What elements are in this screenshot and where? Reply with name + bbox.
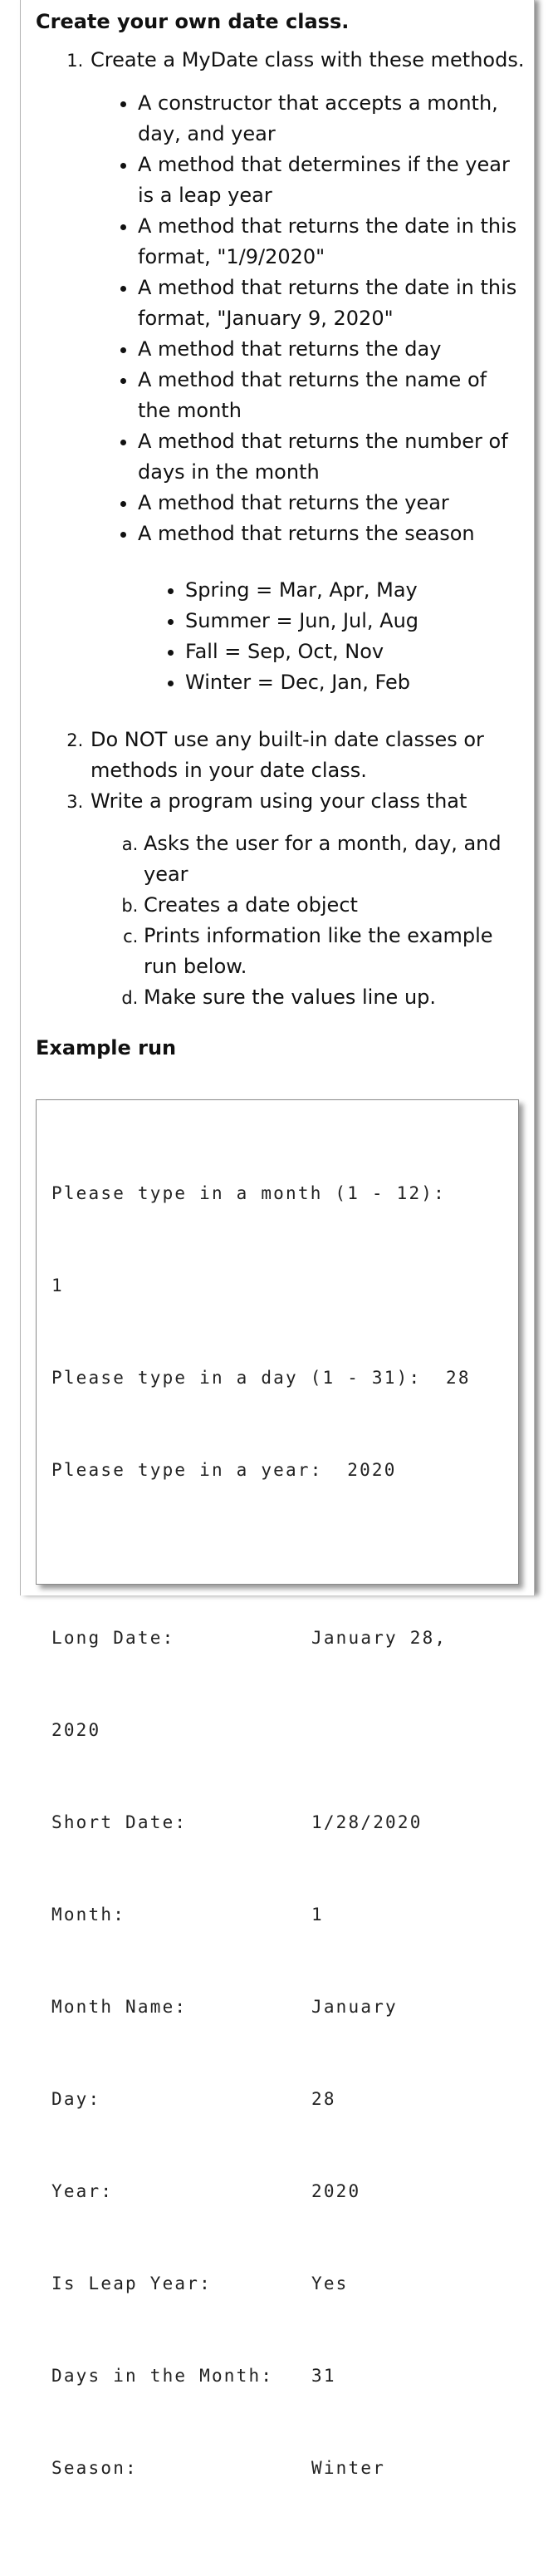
output-row (51, 1992, 471, 2023)
step-item (89, 786, 526, 1013)
page-heading: Create your own date class. (36, 10, 350, 33)
output-gap (51, 1547, 471, 1561)
method-item: • A method that returns the date in this format, "January 9, 2020" (138, 273, 526, 334)
output-value: Yes (311, 2274, 349, 2293)
step-text: Create a MyDate class with these methods. (91, 48, 525, 71)
output-value: January (311, 1997, 398, 2017)
output-label: Is Leap Year: (51, 2274, 212, 2293)
program-steps-list (91, 828, 526, 1013)
program-step-item: c. Prints information like the example run below. (144, 921, 526, 982)
output-row (51, 2361, 471, 2392)
season-item: • Spring = Mar, Apr, May (185, 575, 526, 606)
example-run-output (51, 1117, 471, 2545)
output-value: 28 (311, 2089, 336, 2109)
output-value: 2020 (311, 2181, 361, 2201)
output-value: 1 (311, 1905, 324, 1925)
step-text: Write a program using your class that (91, 789, 467, 813)
output-row (51, 2084, 471, 2115)
output-label: Month Name: (51, 1997, 188, 2017)
output-label: Long Date: (51, 1628, 175, 1648)
method-item: • A method that returns the number of days in the month (138, 426, 526, 488)
output-label: Short Date: (51, 1812, 188, 1832)
output-label: Month: (51, 1905, 126, 1925)
program-step-item: d. Make sure the values line up. (144, 982, 526, 1013)
methods-list (91, 88, 526, 698)
season-item: • Fall = Sep, Oct, Nov (185, 637, 526, 667)
prompt-day: Please type in a day (1 - 31): 28 (51, 1368, 471, 1388)
assignment-content (36, 0, 526, 2478)
prompt-year: Please type in a year: 2020 (51, 1460, 397, 1480)
output-row (51, 1900, 471, 1930)
seasons-list (138, 575, 526, 698)
method-item: • A method that returns the year (138, 488, 526, 519)
program-step-item: b. Creates a date object (144, 890, 526, 921)
method-text: A method that returns the season (138, 522, 475, 545)
program-step-item: a. Asks the user for a month, day, and year (144, 828, 526, 890)
output-row (51, 2453, 471, 2484)
assignment-page (20, 0, 535, 2478)
output-label: Day: (51, 2089, 101, 2109)
output-row (51, 1807, 471, 1838)
output-value: 1/28/2020 (311, 1812, 423, 1832)
method-item: • A method that returns the day (138, 334, 526, 365)
output-value: Winter (311, 2458, 386, 2478)
output-row-long-date (51, 1623, 471, 1654)
output-label: Year: (51, 2181, 114, 2201)
output-value: January 28, (311, 1628, 448, 1648)
output-row (51, 2269, 471, 2299)
output-label: Days in the Month: (51, 2366, 274, 2386)
steps-list (36, 45, 526, 1013)
long-date-continuation: 2020 (51, 1720, 101, 1740)
prompt-month: Please type in a month (1 - 12): (51, 1183, 446, 1203)
step-item: 2. Do NOT use any built-in date classes or methods in your date class. (89, 725, 526, 786)
output-label: Season: (51, 2458, 138, 2478)
step-item (89, 45, 526, 698)
method-item: • A constructor that accepts a month, day, and year (138, 88, 526, 150)
example-run-box (36, 1099, 519, 2478)
method-item: • A method that returns the name of the month (138, 365, 526, 426)
method-item: • A method that determines if the year is a leap year (138, 150, 526, 211)
season-item: • Summer = Jun, Jul, Aug (185, 606, 526, 637)
output-row (51, 2176, 471, 2207)
answer-month: 1 (51, 1276, 64, 1295)
method-item: • A method that returns the date in this format, "1/9/2020" (138, 211, 526, 273)
method-item (138, 519, 526, 698)
example-heading: Example run (36, 1036, 177, 1059)
output-value: 31 (311, 2366, 336, 2386)
season-item: • Winter = Dec, Jan, Feb (185, 667, 526, 698)
